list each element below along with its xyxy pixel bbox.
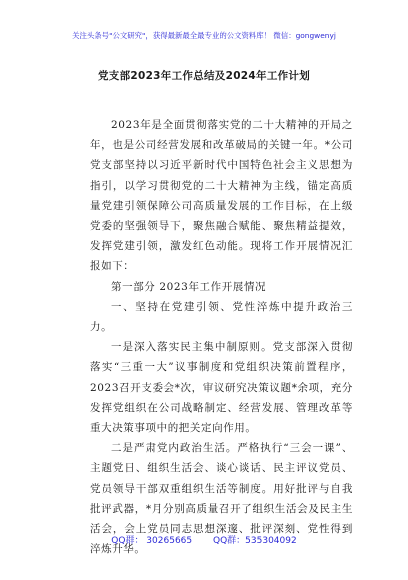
body-paragraph: 一是深入落实民主集中制原则。党支部深入贯彻落实“三重一大”议事制度和党组织决策前置程序，2023召开支委会*次，审议研究决策议题*余项，充分发挥党组织在公司战略制定、经营发展、管理改革等重大决策事项中的把关定向作用。	[90, 341, 353, 435]
promo-banner: 关注头条号"公文研究"，获得最新最全最专业的公文资料库！ 微信：gongwenyj	[72, 31, 336, 40]
footer	[0, 533, 408, 546]
subsection-heading: 一、坚持在党建引领、党性淬炼中提升政治三力。	[90, 300, 353, 334]
intro-paragraph: 2023年是全面贯彻落实党的二十大精神的开局之年，也是公司经营发展和改革破局的关键一年。*公司党支部坚持以习近平新时代中国特色社会主义思想为指引，以学习贯彻党的二十大精神为主线，锚定高质量党建引领保障公司高质量发展的工作目标，在上级党委的坚强领导下，聚焦融合赋能、聚焦精益提效，发挥党建引领，激发红色动能。现将工作开展情况汇报如下：	[90, 119, 353, 273]
document-body	[90, 115, 353, 559]
qq-group-1: QQ群： 30265665	[111, 536, 193, 546]
qq-group-2: QQ群：535304092	[213, 536, 297, 546]
body-paragraph: 二是严肃党内政治生活。严格执行“三会一课”、主题党日、组织生活会、谈心谈话、民主评议党员、党员领导干部双重组织生活等制度。用好批评与自我批评武器，*月分别高质量召开了组织生活会及民主生活会，会上党员同志思想深邃、批评深刻、党性得到淬炼升华。	[90, 442, 353, 556]
section-heading: 第一部分 2023年工作开展情况	[111, 280, 267, 293]
document-title: 党支部2023年工作总结及2024年工作计划	[97, 70, 311, 82]
